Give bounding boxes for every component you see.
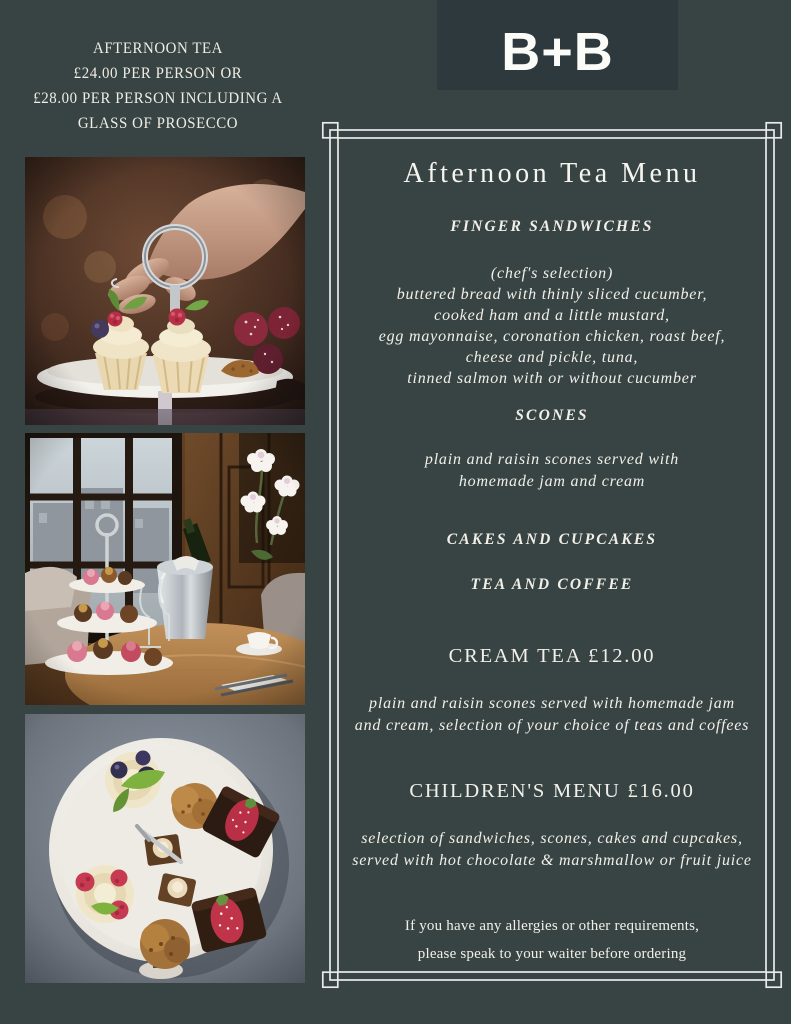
- tea-room-illustration: [25, 433, 305, 705]
- menu-line: (chef's selection): [490, 265, 614, 282]
- photo-cupcake-closeup: [25, 157, 305, 425]
- menu-line: cheese and pickle, tuna,: [465, 349, 639, 366]
- offer-text: [4, 36, 311, 136]
- offer-line: £28.00 PER PERSON INCLUDING A: [33, 90, 283, 107]
- menu-line: homemade jam and cream: [458, 473, 646, 490]
- photo-dessert-plate: [25, 714, 305, 983]
- cream-tea-description: [344, 693, 760, 737]
- childrens-menu-description: [344, 828, 760, 872]
- offer-line: GLASS OF PROSECCO: [77, 115, 239, 132]
- section-header-tea-coffee: TEA AND COFFEE: [470, 576, 634, 593]
- menu-title: Afternoon Tea Menu: [403, 158, 701, 189]
- menu-line: selection of sandwiches, scones, cakes and cupcakes,: [361, 830, 743, 847]
- cupcake-closeup-illustration: [25, 157, 305, 425]
- scones-description: [344, 449, 760, 493]
- menu-line: cooked ham and a little mustard,: [434, 307, 670, 324]
- finger-sandwiches-description: [344, 263, 760, 389]
- section-header-cakes-cupcakes: CAKES AND CUPCAKES: [446, 531, 658, 548]
- brand-logo-text: B+B: [501, 22, 614, 82]
- allergy-notice: [344, 912, 760, 968]
- cream-tea-header: CREAM TEA £12.00: [448, 645, 656, 667]
- menu-line: and cream, selection of your choice of teas and coffees: [354, 717, 750, 734]
- menu-line: served with hot chocolate & marshmallow or fruit juice: [352, 852, 752, 869]
- childrens-menu-header: CHILDREN'S MENU £16.00: [409, 780, 695, 802]
- offer-line: £24.00 PER PERSON OR: [73, 65, 243, 82]
- menu-line: plain and raisin scones served with homemade jam: [369, 695, 735, 712]
- menu-line: buttered bread with thinly sliced cucumber,: [396, 286, 708, 303]
- photo-tea-room: [25, 433, 305, 705]
- section-header-finger-sandwiches: FINGER SANDWICHES: [450, 218, 654, 235]
- menu-line: plain and raisin scones served with: [424, 451, 680, 468]
- menu-panel: [322, 122, 782, 988]
- allergy-line: If you have any allergies or other requirements,: [404, 918, 700, 934]
- allergy-line: please speak to your waiter before ordering: [417, 946, 687, 962]
- menu-line: tinned salmon with or without cucumber: [407, 370, 697, 387]
- dessert-plate-illustration: [25, 714, 305, 983]
- section-header-scones: SCONES: [515, 407, 589, 424]
- brand-logo: [437, 0, 678, 90]
- offer-line: AFTERNOON TEA: [93, 40, 223, 57]
- menu-line: egg mayonnaise, coronation chicken, roast beef,: [378, 328, 726, 345]
